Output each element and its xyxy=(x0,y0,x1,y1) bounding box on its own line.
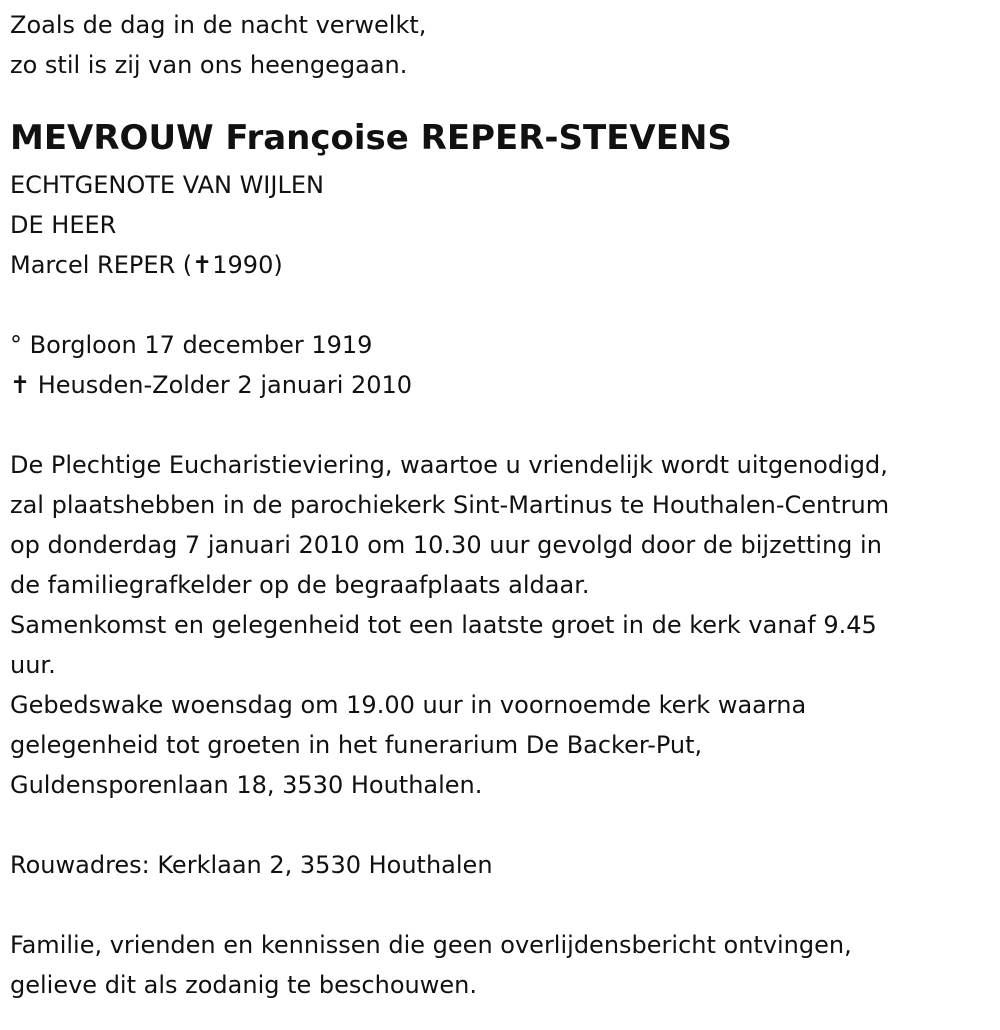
ceremony-line: Gebedswake woensdag om 19.00 uur in voornoemde kerk waarna xyxy=(10,691,807,719)
mourning-address: Rouwadres: Kerklaan 2, 3530 Houthalen xyxy=(10,851,493,879)
death-line: ✝ Heusden-Zolder 2 januari 2010 xyxy=(10,371,413,399)
closing-line: Familie, vrienden en kennissen die geen overlijdensbericht ontvingen, xyxy=(10,931,852,959)
spacer xyxy=(10,405,1000,445)
closing-line: gelieve dit als zodanig te beschouwen. xyxy=(10,971,477,999)
ceremony-line: op donderdag 7 januari 2010 om 10.30 uur gevolgd door de bijzetting in xyxy=(10,531,882,559)
deceased-name: MEVROUW Françoise REPER-STEVENS xyxy=(10,118,732,158)
ceremony-line: zal plaatshebben in de parochiekerk Sint-Martinus te Houthalen-Centrum xyxy=(10,491,890,519)
spacer xyxy=(10,885,1000,925)
ceremony-line: gelegenheid tot groeten in het funerarium De Backer-Put, xyxy=(10,731,703,759)
spacer xyxy=(10,285,1000,325)
spouse-line: ECHTGENOTE VAN WIJLEN xyxy=(10,171,324,199)
ceremony-line: de familiegrafkelder op de begraafplaats aldaar. xyxy=(10,571,590,599)
poem-line: zo stil is zij van ons heengegaan. xyxy=(10,51,408,79)
spacer xyxy=(10,805,1000,845)
ceremony-line: Guldensporenlaan 18, 3530 Houthalen. xyxy=(10,771,483,799)
spouse-line: Marcel REPER (✝1990) xyxy=(10,251,283,279)
spouse-line: DE HEER xyxy=(10,211,117,239)
ceremony-line: uur. xyxy=(10,651,56,679)
ceremony-line: Samenkomst en gelegenheid tot een laatste groet in de kerk vanaf 9.45 xyxy=(10,611,877,639)
birth-line: ° Borgloon 17 december 1919 xyxy=(10,331,373,359)
poem-line: Zoals de dag in de nacht verwelkt, xyxy=(10,11,427,39)
ceremony-line: De Plechtige Eucharistieviering, waartoe u vriendelijk wordt uitgenodigd, xyxy=(10,451,888,479)
